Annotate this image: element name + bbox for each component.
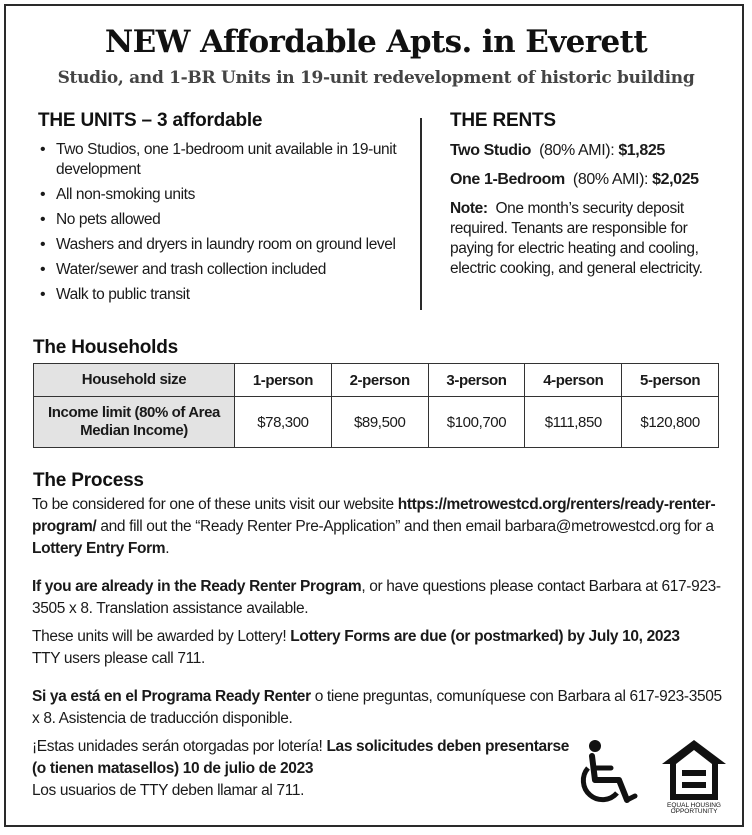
tty-text: TTY users please call 711. — [32, 650, 205, 667]
spanish-tty-text: Los usuarios de TTY deben llamar al 711. — [32, 782, 305, 799]
one-bedroom-price: $2,025 — [652, 171, 699, 188]
list-item: • Water/sewer and trash collection included — [38, 260, 408, 280]
list-item: • Walk to public transit — [38, 285, 408, 305]
one-bedroom-rent — [450, 170, 720, 190]
process-text: and fill out the “Ready Renter Pre-Application” and then email barbara@metrowestcd.org for a — [96, 518, 714, 535]
lottery-deadline: Lottery Forms are due (or postmarked) by July 10, 2023 — [290, 628, 680, 645]
income-limit-cell: $120,800 — [622, 397, 719, 448]
one-bedroom-label: One 1-Bedroom — [450, 171, 565, 188]
households-table — [33, 363, 719, 448]
studio-ami: (80% AMI): — [539, 142, 615, 159]
units-heading: THE UNITS – 3 affordable — [38, 110, 263, 131]
studio-rent — [450, 141, 720, 161]
income-limit-cell: $78,300 — [235, 397, 332, 448]
list-item: • Two Studios, one 1-bedroom unit available in 19-unit development — [38, 140, 408, 180]
spanish-lottery-paragraph — [32, 736, 572, 802]
size-header: 4-person — [525, 364, 622, 397]
size-header: 5-person — [622, 364, 719, 397]
equal-housing-line2: OPPORTUNITY — [670, 808, 718, 814]
lottery-entry-form: Lottery Entry Form — [32, 540, 166, 557]
spanish-contact-paragraph — [32, 686, 722, 730]
studio-price: $1,825 — [618, 142, 665, 159]
spanish-deadline-b: (o tienen matasellos) 10 de julio de 2023 — [32, 760, 314, 777]
size-header: 2-person — [331, 364, 428, 397]
ready-renter-bold: If you are already in the Ready Renter Program — [32, 578, 362, 595]
spanish-deadline-a: Las solicitudes deben presentarse — [326, 738, 570, 755]
income-limit-header: Income limit (80% of Area Median Income) — [34, 397, 235, 448]
equal-housing-line1: EQUAL HOUSING — [667, 802, 721, 809]
wheelchair-icon — [575, 738, 641, 808]
process-paragraph — [32, 494, 722, 560]
household-size-header: Household size — [34, 364, 235, 397]
size-header: 3-person — [428, 364, 525, 397]
contact-text: , or have questions please contact Barbara at 617-923-3505 x 8. Translation assistance available. — [32, 578, 721, 617]
rents-heading: THE RENTS — [450, 110, 556, 131]
process-text: To be considered for one of these units visit our website — [32, 496, 398, 513]
units-list — [38, 140, 408, 305]
table-row — [34, 364, 719, 397]
size-header: 1-person — [235, 364, 332, 397]
spanish-ready-renter-bold: Si ya está en el Programa Ready Renter — [32, 688, 311, 705]
note-label: Note: — [450, 200, 488, 217]
units-section — [38, 110, 408, 310]
rents-section — [450, 110, 720, 279]
list-item: • All non-smoking units — [38, 185, 408, 205]
list-item: • Washers and dryers in laundry room on ground level — [38, 235, 408, 255]
lottery-paragraph — [32, 626, 722, 670]
lottery-text: These units will be awarded by Lottery! — [32, 628, 291, 645]
website-link[interactable]: https://metrowestcd.org/renters/ready-renter-program/ — [32, 496, 716, 535]
spanish-lottery-text: ¡Estas unidades serán otorgadas por lotería! — [32, 738, 327, 755]
spanish-contact-text: o tiene preguntas, comuníquese con Barbara al 617-923-3505 x 8. Asistencia de traducción disponible. — [32, 688, 722, 727]
contact-paragraph — [32, 576, 722, 620]
page-subtitle: Studio, and 1-BR Units in 19-unit redevelopment of historic building — [57, 68, 695, 88]
studio-label: Two Studio — [450, 142, 532, 159]
equal-housing-icon — [660, 738, 728, 814]
list-item: • No pets allowed — [38, 210, 408, 230]
process-text: . — [165, 540, 170, 557]
column-divider — [420, 118, 422, 310]
income-limit-cell: $100,700 — [428, 397, 525, 448]
process-heading: The Process — [33, 470, 144, 491]
page-title: NEW Affordable Apts. in Everett — [104, 24, 648, 60]
note-text: One month’s security deposit required. Tenants are responsible for paying for electric heating and cooling, electric cooking, and general electricity. — [450, 200, 703, 277]
households-heading: The Households — [33, 337, 178, 358]
table-row — [34, 397, 719, 448]
income-limit-cell: $89,500 — [331, 397, 428, 448]
rent-note — [450, 199, 720, 279]
income-limit-cell: $111,850 — [525, 397, 622, 448]
one-bedroom-ami: (80% AMI): — [572, 171, 649, 188]
